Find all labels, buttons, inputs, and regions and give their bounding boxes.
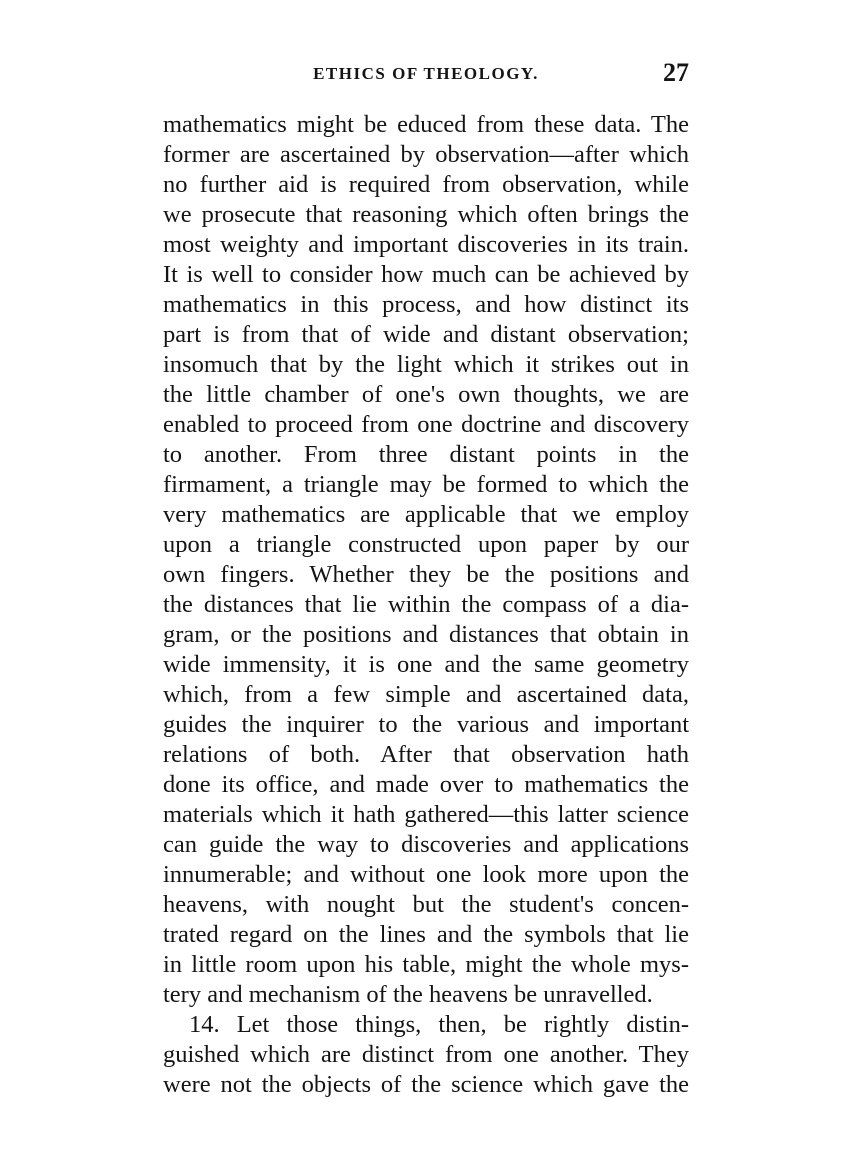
text-line: materials which it hath gathered—this latter science xyxy=(163,801,689,828)
text-line: part is from that of wide and distant observation; xyxy=(163,321,689,348)
text-line: It is well to consider how much can be achieved by xyxy=(163,261,689,288)
text-line: guides the inquirer to the various and important xyxy=(163,711,689,738)
text-line: wide immensity, it is one and the same geometry xyxy=(163,651,689,678)
text-line: tery and mechanism of the heavens be unravelled. xyxy=(163,981,653,1008)
text-line: innumerable; and without one look more upon the xyxy=(163,861,689,888)
text-line: no further aid is required from observation, while xyxy=(163,171,689,198)
running-head xyxy=(163,60,689,92)
paragraph-start-line: 14. Let those things, then, be rightly distin- xyxy=(189,1011,689,1038)
running-title: ETHICS OF THEOLOGY. xyxy=(313,64,539,83)
text-line: were not the objects of the science which gave the xyxy=(163,1071,689,1098)
text-line: trated regard on the lines and the symbols that lie xyxy=(163,921,689,948)
text-line: own fingers. Whether they be the positions and xyxy=(163,561,689,588)
text-line: done its office, and made over to mathematics the xyxy=(163,771,689,798)
text-line: insomuch that by the light which it strikes out in xyxy=(163,351,689,378)
text-line: upon a triangle constructed upon paper by our xyxy=(163,531,689,558)
text-line: guished which are distinct from one another. They xyxy=(163,1041,689,1068)
text-line: the distances that lie within the compass of a dia- xyxy=(163,591,689,618)
text-line: heavens, with nought but the student's concen- xyxy=(163,891,689,918)
text-line: which, from a few simple and ascertained data, xyxy=(163,681,689,708)
text-line: mathematics might be educed from these data. The xyxy=(163,111,689,138)
text-line: very mathematics are applicable that we employ xyxy=(163,501,689,528)
text-line: can guide the way to discoveries and applications xyxy=(163,831,689,858)
text-line: gram, or the positions and distances that obtain in xyxy=(163,621,689,648)
text-line: we prosecute that reasoning which often brings the xyxy=(163,201,689,228)
text-line: enabled to proceed from one doctrine and discovery xyxy=(163,411,689,438)
text-line: the little chamber of one's own thoughts, we are xyxy=(163,381,689,408)
text-line: relations of both. After that observation hath xyxy=(163,741,689,768)
text-line: firmament, a triangle may be formed to which the xyxy=(163,471,689,498)
text-line: in little room upon his table, might the whole mys- xyxy=(163,951,689,978)
page-number: 27 xyxy=(663,58,689,87)
text-line: former are ascertained by observation—after which xyxy=(163,141,689,168)
text-line: mathematics in this process, and how distinct its xyxy=(163,291,689,318)
body-text xyxy=(163,110,689,1100)
text-line: to another. From three distant points in the xyxy=(163,441,689,468)
text-line: most weighty and important discoveries in its train. xyxy=(163,231,689,258)
